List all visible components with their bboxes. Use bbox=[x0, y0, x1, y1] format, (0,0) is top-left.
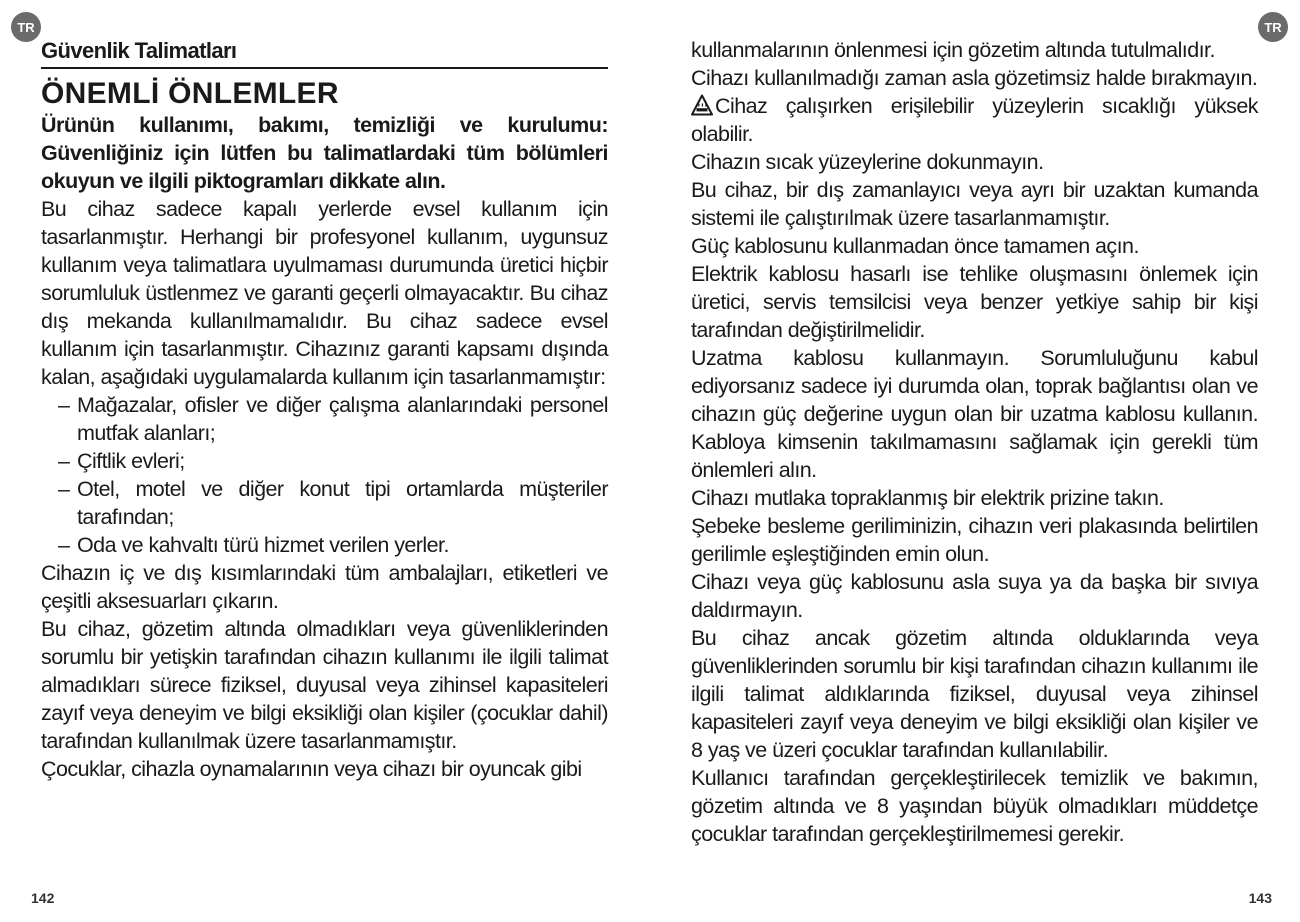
intro-paragraph: Ürünün kullanımı, bakımı, temizliği ve kurulumu: Güvenliğiniz için lütfen bu talimatlardaki tüm bölümleri okuyun ve ilgili piktogramları dikkate alın. bbox=[41, 113, 608, 193]
language-badge-left: TR bbox=[11, 12, 41, 42]
right-page-column bbox=[691, 36, 1258, 848]
language-badge-right: TR bbox=[1258, 12, 1288, 42]
supervision-paragraph: Bu cihaz, gözetim altında olmadıkları veya güvenliklerinden sorumlu bir yetişkin tarafından cihazın kullanımı ile ilgili talimat almadıkları sürece fiziksel, duyusal veya zihinsel kapasiteleri zayıf veya deneyim ve bilgi eksikliği olan kişiler (çocuklar dahil) tarafından kullanılmak üzere tasarlanmamıştır. bbox=[41, 617, 608, 753]
paragraph: Bu cihaz, bir dış zamanlayıcı veya ayrı bir uzaktan kumanda sistemi ile çalıştırılmak üzere tasarlanmamıştır. bbox=[691, 178, 1258, 230]
paragraph: Cihazı kullanılmadığı zaman asla gözetimsiz halde bırakmayın. bbox=[691, 66, 1258, 90]
hot-surface-paragraph bbox=[691, 92, 1258, 148]
page-number-left: 142 bbox=[31, 890, 55, 906]
packaging-paragraph: Cihazın iç ve dış kısımlarındaki tüm ambalajları, etiketleri ve çeşitli aksesuarları çıkarın. bbox=[41, 561, 608, 613]
paragraph: Cihazın sıcak yüzeylerine dokunmayın. bbox=[691, 150, 1044, 174]
list-item: – Otel, motel ve diğer konut tipi ortamlarda müşteriler tarafından; bbox=[41, 475, 608, 531]
important-precautions-heading: ÖNEMLİ ÖNLEMLER bbox=[41, 77, 339, 110]
paragraph: kullanmalarının önlenmesi için gözetim altında tutulmalıdır. bbox=[691, 38, 1215, 62]
list-item: – Mağazalar, ofisler ve diğer çalışma alanlarındaki personel mutfak alanları; bbox=[41, 391, 608, 447]
paragraph: Şebeke besleme geriliminizin, cihazın veri plakasında belirtilen gerilimle eşleştiğinden emin olun. bbox=[691, 514, 1258, 566]
list-item: – Oda ve kahvaltı türü hizmet verilen yerler. bbox=[41, 531, 608, 559]
paragraph: Güç kablosunu kullanmadan önce tamamen açın. bbox=[691, 234, 1139, 258]
paragraph: Bu cihaz ancak gözetim altında olduklarında veya güvenliklerinden sorumlu bir kişi tarafından cihazın kullanımı ile ilgili talimat aldıklarında fiziksel, duyusal veya zihinsel kapasiteleri zayıf veya deneyim ve bilgi eksikliği olan kişiler ve 8 yaş ve üzeri çocuklar tarafından kullanılabilir. bbox=[691, 626, 1258, 762]
children-paragraph: Çocuklar, cihazla oynamalarının veya cihazı bir oyuncak gibi bbox=[41, 757, 582, 781]
hot-surface-warning-icon bbox=[691, 94, 713, 116]
hot-surface-text: Cihaz çalışırken erişilebilir yüzeylerin sıcaklığı yüksek olabilir. bbox=[691, 94, 1258, 146]
list-item: – Çiftlik evleri; bbox=[41, 447, 608, 475]
usage-paragraph: Bu cihaz sadece kapalı yerlerde evsel kullanım için tasarlanmıştır. Herhangi bir profesyonel kullanım, uygunsuz kullanım veya talimatlara uyulmaması durumunda üretici hiçbir sorumluluk üstlenmez ve garanti geçerli olmayacaktır. Bu cihaz dış mekanda kullanılmamalıdır. Bu cihaz sadece evsel kullanım için tasarlanmıştır. Cihazınız garanti kapsamı dışında kalan, aşağıdaki uygulamalarda kullanım için tasarlanmamıştır: bbox=[41, 197, 608, 389]
paragraph: Uzatma kablosu kullanmayın. Sorumluluğunu kabul ediyorsanız sadece iyi durumda olan, toprak bağlantısı olan ve cihazın güç değerine uygun olan bir uzatma kablosu kullanın. Kabloya kimsenin takılmamasını sağlamak için gerekli tüm önlemleri alın. bbox=[691, 346, 1258, 482]
excluded-uses-list bbox=[41, 391, 608, 559]
paragraph: Kullanıcı tarafından gerçekleştirilecek temizlik ve bakımın, gözetim altında ve 8 yaşından büyük olmadıkları müddetçe çocuklar tarafından gerçekleştirilmemesi gerekir. bbox=[691, 766, 1258, 846]
page-number-right: 143 bbox=[1248, 890, 1272, 906]
paragraph: Cihazı veya güç kablosunu asla suya ya da başka bir sıvıya daldırmayın. bbox=[691, 570, 1258, 622]
paragraph: Elektrik kablosu hasarlı ise tehlike oluşmasını önlemek için üretici, servis temsilcisi veya benzer yetkiye sahip bir kişi tarafından değiştirilmelidir. bbox=[691, 262, 1258, 342]
paragraph: Cihazı mutlaka topraklanmış bir elektrik prizine takın. bbox=[691, 486, 1164, 510]
section-title: Güvenlik Talimatları bbox=[41, 36, 608, 69]
left-page-column bbox=[41, 36, 608, 783]
